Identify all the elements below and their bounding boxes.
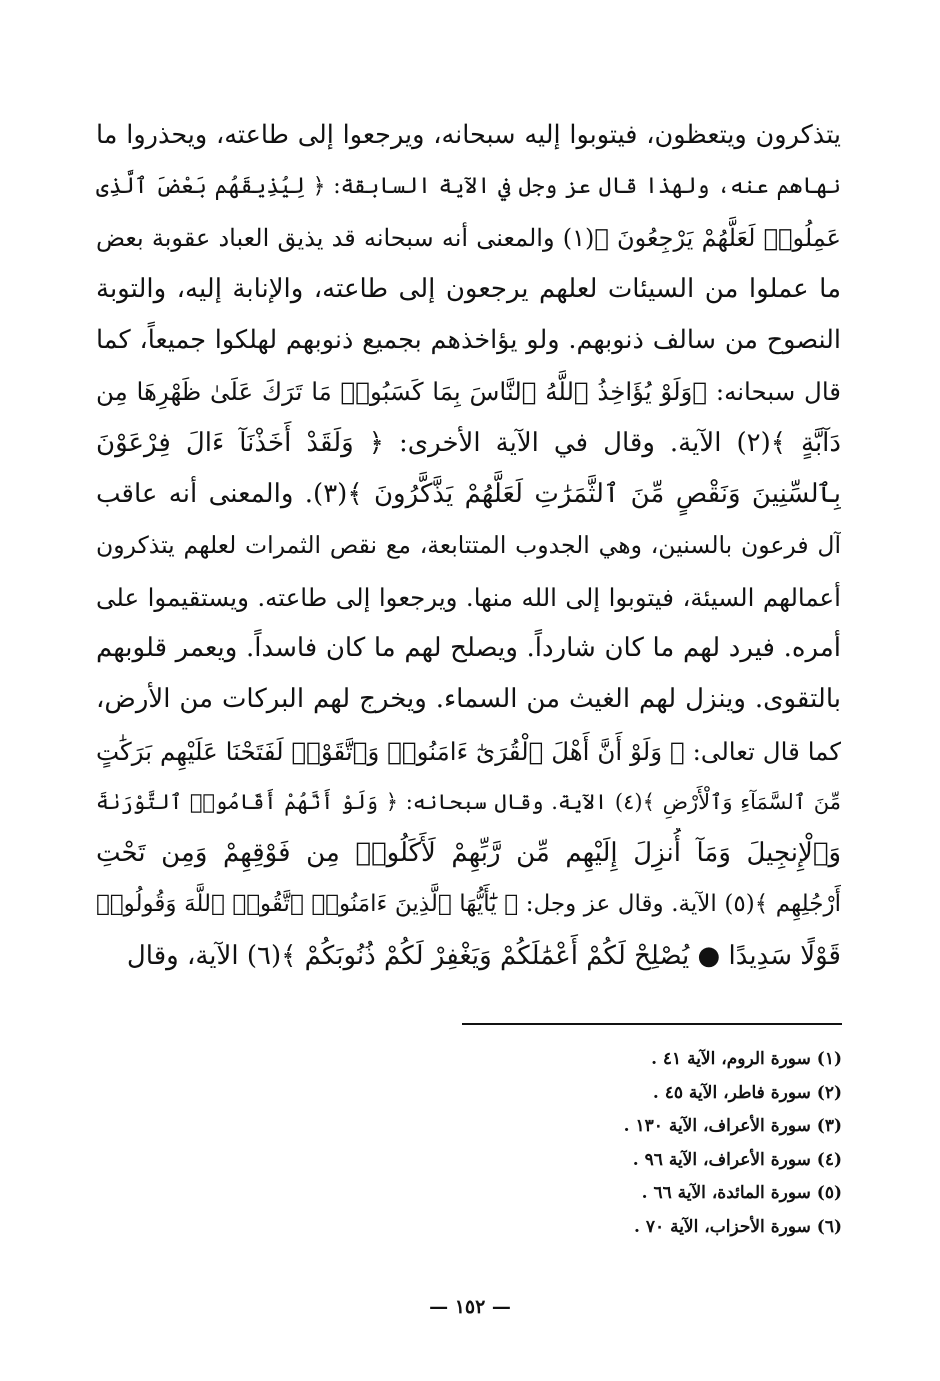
page-number: — ١٥٢ — xyxy=(429,1296,511,1318)
page-body xyxy=(96,110,841,982)
text-line: ما عملوا من السيئات لعلهم يرجعون إلى طاعته، والإنابة إليه، والتوبة xyxy=(96,273,841,304)
footnotes-list xyxy=(400,1043,842,1244)
footnote-item: (٢) سورة فاطر، الآية ٤٥ . xyxy=(652,1082,842,1103)
text-line: بِٱلسِّنِينَ وَنَقْصٍ مِّنَ ٱلثَّمَرَٰتِ لَعَلَّهُمْ يَذَّكَّرُونَ ﴾(٣). والمعنى أنه عاقب xyxy=(96,479,841,510)
footnote-item: (٥) سورة المائدة، الآية ٦٦ . xyxy=(641,1183,842,1203)
text-line: يتذكرون ويتعظون، فيتوبوا إليه سبحانه، ويرجعوا إلى طاعته، ويحذروا ما xyxy=(96,120,841,150)
text-line: أَرْجُلِهِم ﴾(٥) الآية. وقال عز وجل: ﴿ يَٰٓأَيُّهَا ٱلَّذِينَ ءَامَنُوا۟ ٱتَّقُوا۟ ٱللَّهَ وَقُولُوا۟ xyxy=(96,891,841,918)
text-line: نهاهم عنه، ولهذا قال عز وجل في الآية السابقة: ﴿ لِيُذِيقَهُم بَعْضَ ٱلَّذِى xyxy=(96,174,841,200)
text-line: قال سبحانه: ﴿وَلَوْ يُؤَاخِذُ ٱللَّهُ ٱلنَّاسَ بِمَا كَسَبُوا۟ مَا تَرَكَ عَلَىٰ ظَهْرِهَا مِن xyxy=(96,377,841,407)
text-line: أمره. فيرد لهم ما كان شارداً. ويصلح لهم ما كان فاسداً. ويعمر قلوبهم xyxy=(96,632,841,663)
text-line: أعمالهم السيئة، فيتوبوا إلى الله منها. ويرجعوا إلى طاعته. ويستقيموا على xyxy=(96,582,841,612)
main-text xyxy=(96,110,841,982)
text-line: وَٱلْإِنجِيلَ وَمَآ أُنزِلَ إِلَيْهِم مِّن رَّبِّهِمْ لَأَكَلُوا۟ مِن فَوْقِهِمْ وَمِن تَحْتِ xyxy=(96,838,841,869)
footnote-item: (٤) سورة الأعراف، الآية ٩٦ . xyxy=(632,1149,842,1170)
text-line: النصوح من سالف ذنوبهم. ولو يؤاخذهم بجميع ذنوبهم لهلكوا جميعاً، كما xyxy=(96,325,841,356)
text-line: آل فرعون بالسنين، وهي الجدوب المتتابعة، مع نقص الثمرات لعلهم يتذكرون xyxy=(96,531,841,560)
text-line: دَآبَّةٍ ﴾(٢) الآية. وقال في الآية الأخرى: ﴿ وَلَقَدْ أَخَذْنَآ ءَالَ فِرْعَوْنَ xyxy=(96,427,841,458)
text-line: عَمِلُوا۟ لَعَلَّهُمْ يَرْجِعُونَ ﴾(١) والمعنى أنه سبحانه قد يذيق العباد عقوبة بعض xyxy=(96,223,841,252)
text-line: مِّنَ ٱلسَّمَآءِ وَٱلْأَرْضِ ﴾(٤) الآية. وقال سبحانه: ﴿ وَلَوْ أَنَّهُمْ أَقَامُوا۟ ٱلتَّوْرَىٰةَ xyxy=(96,789,841,814)
footnote-item: (٦) سورة الأحزاب، الآية ٧٠ . xyxy=(634,1216,842,1237)
text-line: كما قال تعالى: ﴿ وَلَوْ أَنَّ أَهْلَ ٱلْقُرَىٰٓ ءَامَنُوا۟ وَٱتَّقَوْا۟ لَفَتَحْنَا عَلَيْهِم بَرَكَٰتٍ xyxy=(96,736,841,766)
footnote-item: (٣) سورة الأعراف، الآية ١٣٠ . xyxy=(623,1116,842,1136)
footnote-item: (١) سورة الروم، الآية ٤١ . xyxy=(651,1049,842,1069)
text-line: بالتقوى. وينزل لهم الغيث من السماء. ويخرج لهم البركات من الأرض، xyxy=(96,684,841,715)
footnote-divider xyxy=(462,1023,842,1025)
text-line: قَوْلًا سَدِيدًا ● يُصْلِحْ لَكُمْ أَعْمَٰلَكُمْ وَيَغْفِرْ لَكُمْ ذُنُوبَكُمْ ﴾(٦) الآية، وقال xyxy=(126,940,841,971)
